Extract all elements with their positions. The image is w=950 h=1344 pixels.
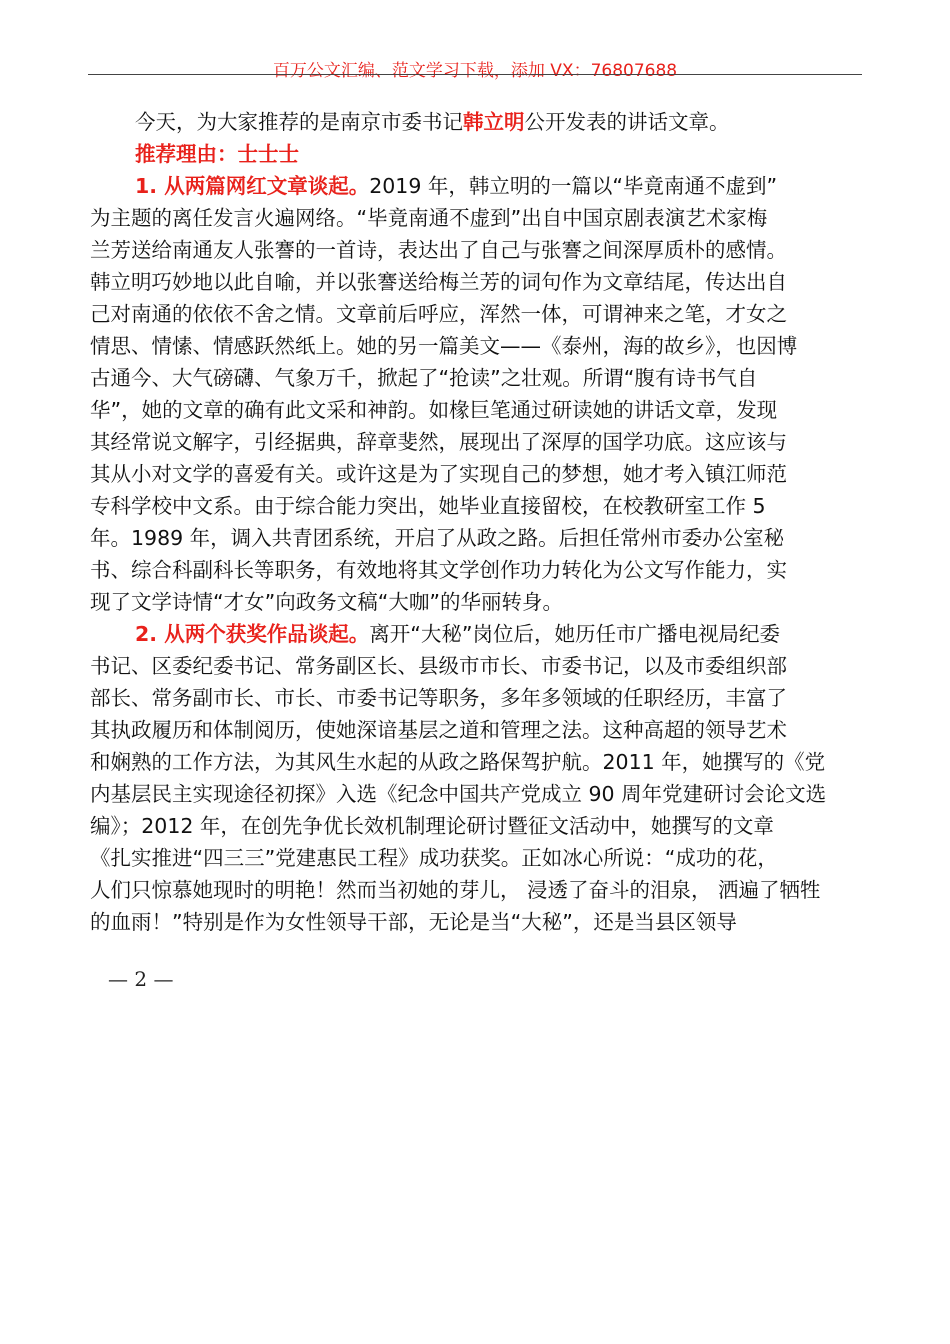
- intro-highlight-name: 韩立明: [463, 110, 525, 134]
- section1-line: 年。1989 年，调入共青团系统，开启了从政之路。后担任常州市委办公室秘: [90, 526, 785, 550]
- section2-line: 编》；2012 年，在创先争优长效机制理论研讨暨征文活动中，她撰写的文章: [90, 814, 774, 838]
- section1-line: 2019 年，韩立明的一篇以“毕竟南通不虚到”: [369, 174, 778, 198]
- section1-line: 书、综合科副科长等职务，有效地将其文学创作功力转化为公文写作能力，实: [90, 558, 787, 582]
- section2-line: 部长、常务副市长、市长、市委书记等职务，多年多领域的任职经历，丰富了: [90, 686, 787, 710]
- article-body: [90, 106, 872, 938]
- section1-first-line: [90, 170, 872, 202]
- intro-text-after: 公开发表的讲话文章。: [524, 110, 730, 134]
- section2-line: 《扎实推进“四三三”党建惠民工程》成功获奖。正如冰心所说：“成功的花，: [90, 846, 778, 870]
- section1-line: 现了文学诗情“才女”向政务文稿“大咖”的华丽转身。: [90, 590, 563, 614]
- section1-line: 其经常说文解字，引经据典，辞章斐然，展现出了深厚的国学功底。这应该与: [90, 430, 787, 454]
- section2-line: 和娴熟的工作方法，为其风生水起的从政之路保驾护航。2011 年，她撰写的《党: [90, 750, 826, 774]
- section2-line: 其执政履历和体制阅历，使她深谙基层之道和管理之法。这种高超的领导艺术: [90, 718, 787, 742]
- intro-paragraph: [90, 106, 872, 138]
- section1-line: 专科学校中文系。由于综合能力突出，她毕业直接留校，在校教研室工作 5: [90, 494, 766, 518]
- intro-text-before: 今天，为大家推荐的是南京市委书记: [135, 110, 463, 134]
- recommend-reason-label: 推荐理由：士士士: [135, 142, 299, 166]
- section2-first-line: [90, 618, 872, 650]
- section1-line: 为主题的离任发言火遍网络。“毕竟南通不虚到”出自中国京剧表演艺术家梅: [90, 206, 768, 230]
- section1-line: 己对南通的依依不舍之情。文章前后呼应，浑然一体，可谓神来之笔，才女之: [90, 302, 787, 326]
- page-number: — 2 —: [108, 967, 174, 991]
- section1-heading: 1. 从两篇网红文章谈起。: [135, 174, 370, 198]
- section1-line: 兰芳送给南通友人张謇的一首诗，表达出了自己与张謇之间深厚质朴的感情。: [90, 238, 787, 262]
- header-divider: [88, 74, 862, 75]
- section1-line: 情思、情愫、情感跃然纸上。她的另一篇美文——《泰州，海的故乡》，也因博: [90, 334, 798, 358]
- section2-line: 人们只惊慕她现时的明艳！然而当初她的芽儿， 浸透了奋斗的泪泉， 洒遍了牺牲: [90, 878, 821, 902]
- section2-line: 的血雨！”特别是作为女性领导干部，无论是当“大秘”，还是当县区领导: [90, 910, 737, 934]
- section1-line: 古通今、大气磅礴、气象万千，掀起了“抢读”之壮观。所谓“腹有诗书气自: [90, 366, 758, 390]
- section1-line: 韩立明巧妙地以此自喻，并以张謇送给梅兰芳的词句作为文章结尾，传达出自: [90, 270, 787, 294]
- section2-heading: 2. 从两个获奖作品谈起。: [135, 622, 370, 646]
- section1-line: 华”，她的文章的确有此文采和神韵。如椽巨笔通过研读她的讲话文章，发现: [90, 398, 778, 422]
- section2-line: 内基层民主实现途径初探》入选《纪念中国共产党成立 90 周年党建研讨会论文选: [90, 782, 827, 806]
- header-watermark: 百万公文汇编、范文学习下载，添加 VX：76807688: [272, 61, 678, 81]
- section2-line: 离开“大秘”岗位后，她历任市广播电视局纪委: [369, 622, 780, 646]
- section1-line: 其从小对文学的喜爱有关。或许这是为了实现自己的梦想，她才考入镇江师范: [90, 462, 787, 486]
- section2-line: 书记、区委纪委书记、常务副区长、县级市市长、市委书记，以及市委组织部: [90, 654, 787, 678]
